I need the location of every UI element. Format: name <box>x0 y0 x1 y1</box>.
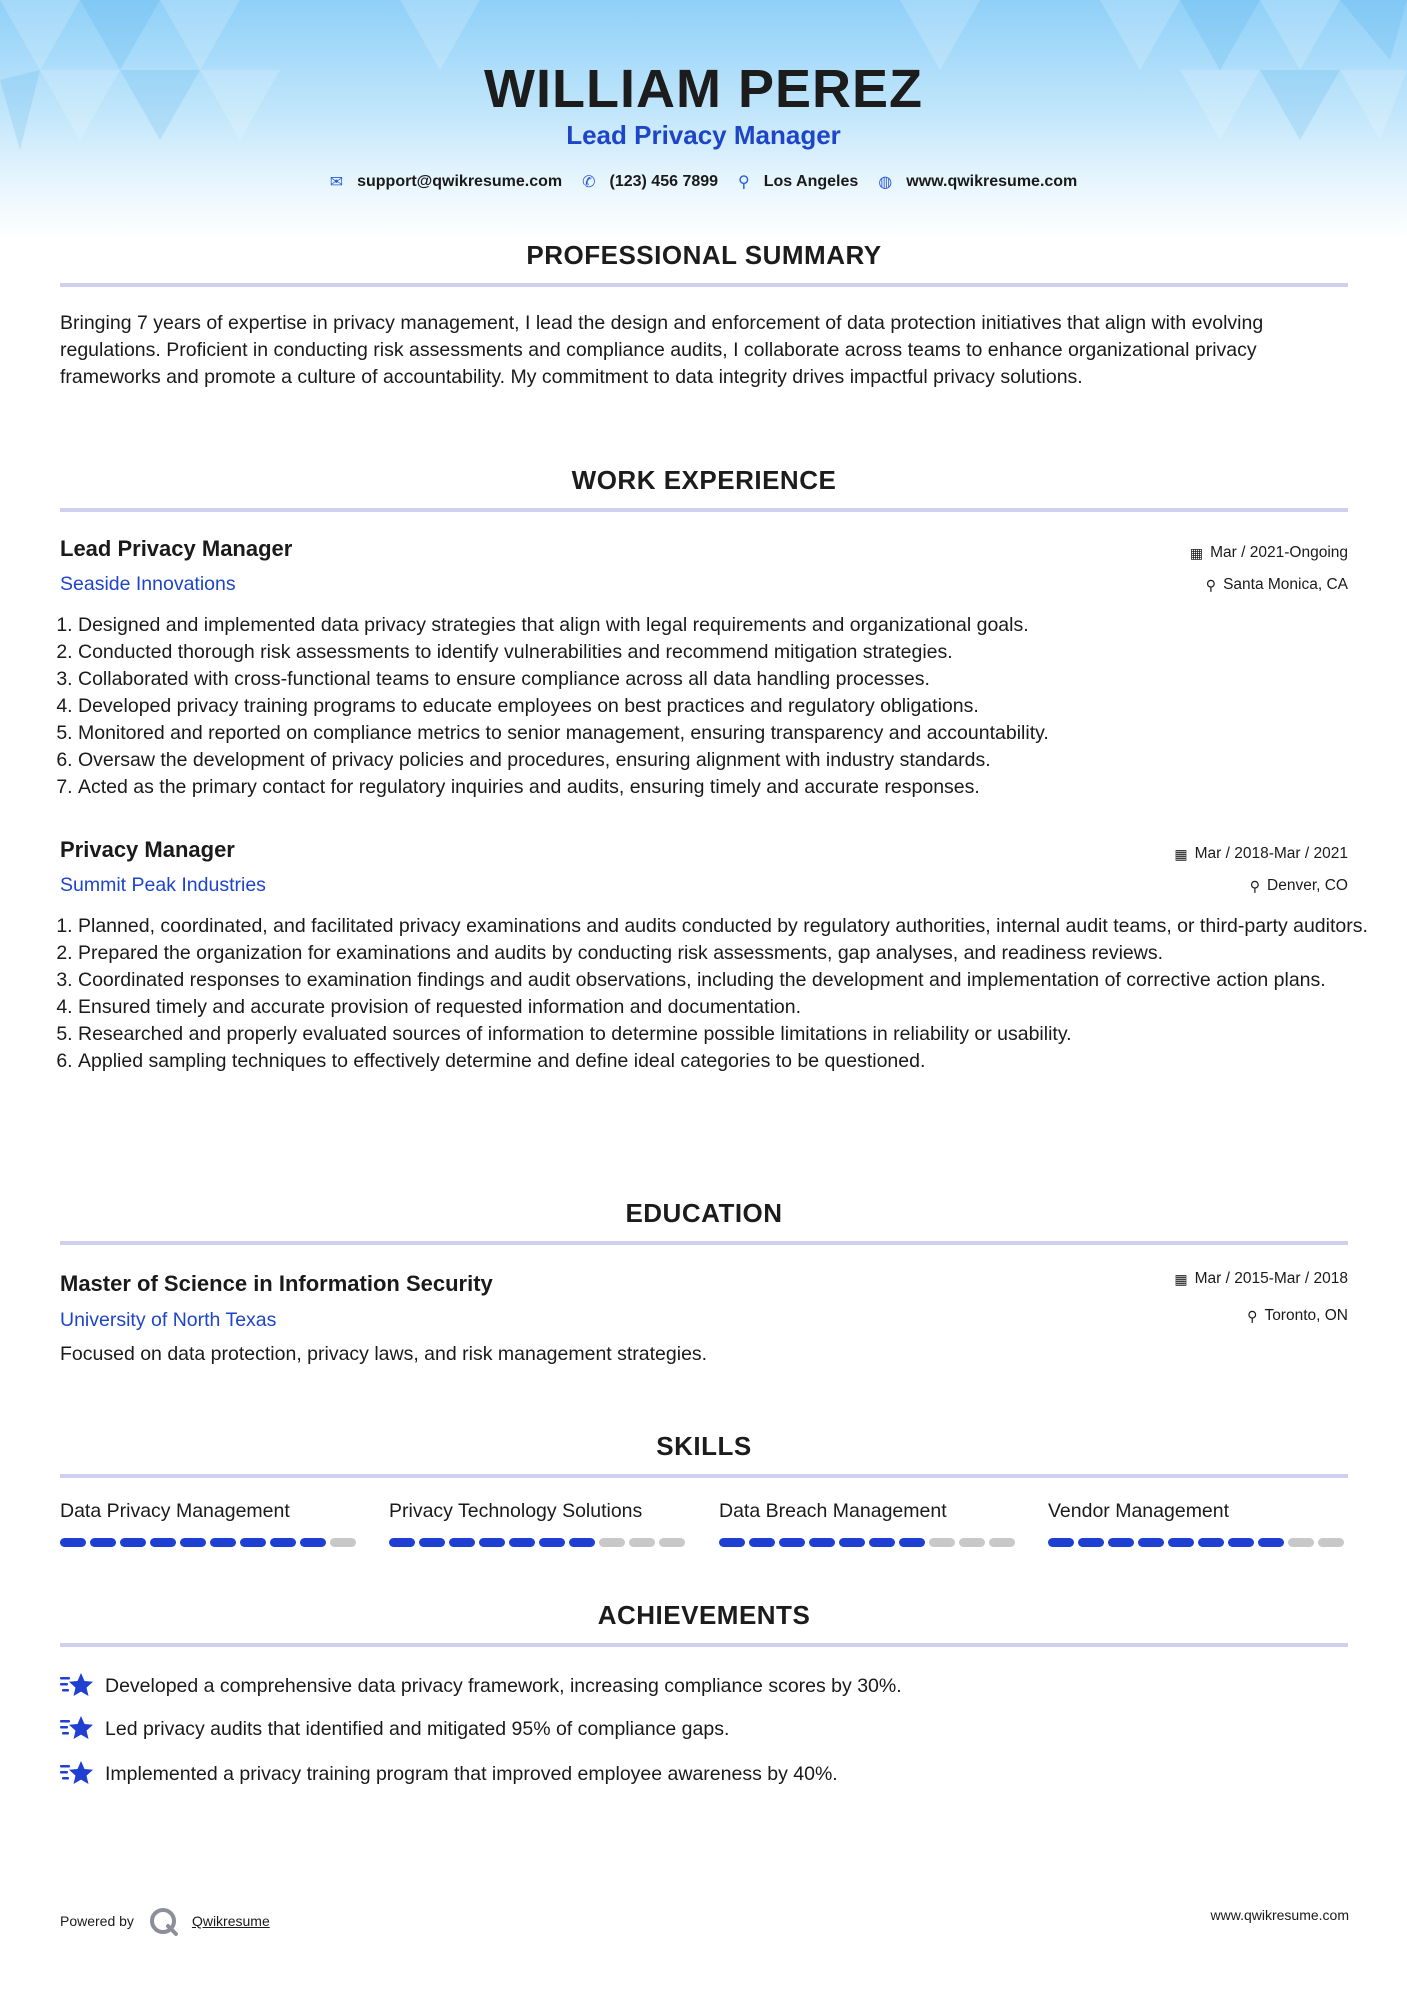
section-title-education: EDUCATION <box>625 1198 783 1228</box>
list-item: 6. Oversaw the development of privacy policies and procedures, ensuring alignment with industry standards. <box>78 747 1368 774</box>
job-title: Lead Privacy Manager <box>60 536 293 561</box>
list-item: 5. Researched and properly evaluated sources of information to determine possible limitations in reliability or usability. <box>78 1021 1368 1048</box>
contact-phone-text: (123) 456 7899 <box>609 173 719 190</box>
candidate-name: WILLIAM PEREZ <box>484 59 923 119</box>
skill-dot-filled <box>539 1538 565 1547</box>
skill-item <box>1048 1500 1348 1523</box>
skills-list <box>60 1500 1350 1560</box>
pin-icon: ⚲ <box>1249 877 1261 894</box>
calendar-icon: ▦ <box>1174 845 1188 862</box>
achievement-text: Developed a comprehensive data privacy framework, increasing compliance scores by 30%. <box>105 1674 902 1697</box>
list-item: 5. Monitored and reported on compliance metrics to senior management, ensuring transparency and accountability. <box>78 720 1368 747</box>
skill-rating <box>719 1538 1019 1547</box>
job-location <box>1250 877 1348 895</box>
skill-name: Vendor Management <box>1048 1500 1230 1522</box>
achievement-text: Led privacy audits that identified and mitigated 95% of compliance gaps. <box>105 1717 730 1740</box>
skill-dot-filled <box>120 1538 146 1547</box>
school-name: University of North Texas <box>60 1309 277 1331</box>
skill-rating <box>389 1538 689 1547</box>
section-divider <box>60 508 1348 512</box>
skill-name: Data Breach Management <box>719 1500 947 1522</box>
skill-dot-filled <box>210 1538 236 1547</box>
skill-dot-filled <box>60 1538 86 1547</box>
list-item: 4. Ensured timely and accurate provision of requested information and documentation. <box>78 994 1368 1021</box>
skill-dot-empty <box>1318 1538 1344 1547</box>
education-location <box>1247 1307 1348 1325</box>
job-location <box>1206 576 1348 594</box>
skill-dot-filled <box>300 1538 326 1547</box>
education-date-text: Mar / 2015-Mar / 2018 <box>1194 1270 1348 1287</box>
list-item: 6. Applied sampling techniques to effectively determine and define ideal categories to be questioned. <box>78 1048 1368 1075</box>
skill-dot-filled <box>1138 1538 1164 1547</box>
achievement-item <box>60 1760 838 1788</box>
calendar-icon: ▦ <box>1189 544 1204 561</box>
skill-dot-filled <box>509 1538 535 1547</box>
skill-rating <box>60 1538 360 1547</box>
achievement-text: Implemented a privacy training program that improved employee awareness by 40%. <box>105 1762 838 1785</box>
skill-item <box>60 1500 360 1523</box>
skill-dot-filled <box>90 1538 116 1547</box>
brand-link[interactable]: Qwikresume <box>191 1913 270 1929</box>
footer-powered-by <box>60 1906 270 1936</box>
footer-url[interactable]: www.qwikresume.com <box>1210 1907 1349 1923</box>
map-marker-icon: ⚲ <box>738 174 750 191</box>
list-item: 2. Conducted thorough risk assessments to identify vulnerabilities and recommend mitigation strategies. <box>78 639 1368 666</box>
skill-dot-filled <box>1048 1538 1074 1547</box>
skill-dot-filled <box>779 1538 805 1547</box>
list-item: 1. Planned, coordinated, and facilitated privacy examinations and audits conducted by regulatory authorities, internal audit teams, or third-party auditors. <box>78 913 1368 940</box>
education-location-text: Toronto, ON <box>1264 1307 1348 1324</box>
globe-icon: ◍ <box>878 174 893 191</box>
job-bullets <box>60 913 1368 1075</box>
skill-dot-filled <box>240 1538 266 1547</box>
skill-name: Privacy Technology Solutions <box>389 1500 643 1522</box>
pin-icon: ⚲ <box>1247 1307 1258 1324</box>
skill-dot-filled <box>719 1538 745 1547</box>
pin-icon: ⚲ <box>1205 576 1217 593</box>
candidate-role: Lead Privacy Manager <box>566 120 841 150</box>
section-title-skills: SKILLS <box>656 1431 752 1461</box>
job-company: Summit Peak Industries <box>60 874 266 896</box>
skill-dot-filled <box>569 1538 595 1547</box>
skill-dot-empty <box>330 1538 356 1547</box>
job-bullets <box>60 612 1368 801</box>
skill-name: Data Privacy Management <box>60 1500 290 1522</box>
phone-icon: ✆ <box>582 174 596 191</box>
section-divider <box>60 283 1348 287</box>
contact-email-text: support@qwikresume.com <box>357 173 563 190</box>
list-item: 1. Designed and implemented data privacy strategies that align with legal requirements and organizational goals. <box>78 612 1368 639</box>
achievement-item <box>60 1715 729 1743</box>
education-description: Focused on data protection, privacy laws, and risk management strategies. <box>60 1343 708 1365</box>
summary-text: Bringing 7 years of expertise in privacy management, I lead the design and enforcement of data protection initiatives that align with evolving regulations. Proficient in conducting risk assessments and compliance audits, I collaborate across teams to enhance organizational privacy frameworks and promote a culture of accountability. My commitment to data integrity drives impactful privacy solutions. <box>60 312 1264 388</box>
skill-dot-filled <box>1258 1538 1284 1547</box>
skill-dot-filled <box>180 1538 206 1547</box>
section-divider <box>60 1474 1348 1478</box>
powered-by-label: Powered by <box>60 1913 134 1929</box>
contact-website-text: www.qwikresume.com <box>906 173 1078 190</box>
skill-dot-empty <box>1288 1538 1314 1547</box>
contact-phone[interactable] <box>582 172 718 192</box>
contact-location <box>738 172 858 192</box>
star-icon <box>60 1760 93 1788</box>
skill-dot-filled <box>479 1538 505 1547</box>
job-date-text: Mar / 2021-Ongoing <box>1210 544 1348 561</box>
skill-dot-empty <box>659 1538 685 1547</box>
list-item: 3. Coordinated responses to examination findings and audit observations, including the development and implementation of corrective action plans. <box>78 967 1368 994</box>
skill-dot-empty <box>989 1538 1015 1547</box>
contact-email[interactable] <box>330 172 562 192</box>
skill-item <box>389 1500 689 1523</box>
list-item: 2. Prepared the organization for examinations and audits by conducting risk assessments, gap analyses, and readiness reviews. <box>78 940 1368 967</box>
skill-dot-filled <box>869 1538 895 1547</box>
skill-dot-filled <box>899 1538 925 1547</box>
job-location-text: Santa Monica, CA <box>1223 576 1348 593</box>
job-date <box>1190 544 1348 562</box>
star-icon <box>60 1672 93 1700</box>
skill-dot-filled <box>1198 1538 1224 1547</box>
contact-bar <box>0 172 1407 192</box>
section-divider <box>60 1643 1348 1647</box>
skill-dot-empty <box>599 1538 625 1547</box>
job-title: Privacy Manager <box>60 837 235 862</box>
section-title-summary: PROFESSIONAL SUMMARY <box>526 240 882 270</box>
skill-dot-empty <box>629 1538 655 1547</box>
skill-rating <box>1048 1538 1348 1547</box>
skill-item <box>719 1500 1019 1523</box>
skill-dot-filled <box>809 1538 835 1547</box>
list-item: 7. Acted as the primary contact for regulatory inquiries and audits, ensuring timely and accurate responses. <box>78 774 1368 801</box>
skill-dot-filled <box>1078 1538 1104 1547</box>
skill-dot-filled <box>270 1538 296 1547</box>
section-title-achievements: ACHIEVEMENTS <box>597 1600 811 1630</box>
degree-title: Master of Science in Information Security <box>60 1271 493 1296</box>
skill-dot-filled <box>1108 1538 1134 1547</box>
skill-dot-filled <box>449 1538 475 1547</box>
section-title-experience: WORK EXPERIENCE <box>571 465 837 495</box>
skill-dot-empty <box>929 1538 955 1547</box>
job-location-text: Denver, CO <box>1267 877 1348 894</box>
envelope-icon: ✉ <box>329 174 344 191</box>
contact-location-text: Los Angeles <box>763 173 859 190</box>
skill-dot-filled <box>419 1538 445 1547</box>
skill-dot-empty <box>959 1538 985 1547</box>
section-divider <box>60 1241 1348 1245</box>
education-date <box>1174 1270 1348 1288</box>
skill-dot-filled <box>749 1538 775 1547</box>
job-company: Seaside Innovations <box>60 573 236 595</box>
job-date-text: Mar / 2018-Mar / 2021 <box>1194 845 1348 862</box>
job-date <box>1174 845 1348 863</box>
list-item: 4. Developed privacy training programs to educate employees on best practices and regulatory obligations. <box>78 693 1368 720</box>
skill-dot-filled <box>1168 1538 1194 1547</box>
list-item: 3. Collaborated with cross-functional teams to ensure compliance across all data handling processes. <box>78 666 1368 693</box>
skill-dot-filled <box>150 1538 176 1547</box>
skill-dot-filled <box>1228 1538 1254 1547</box>
star-icon <box>60 1715 93 1743</box>
skill-dot-filled <box>839 1538 865 1547</box>
qwikresume-logo-icon <box>148 1906 180 1936</box>
contact-website[interactable] <box>878 172 1077 192</box>
calendar-icon: ▦ <box>1174 1270 1188 1287</box>
skill-dot-filled <box>389 1538 415 1547</box>
achievement-item <box>60 1672 902 1700</box>
